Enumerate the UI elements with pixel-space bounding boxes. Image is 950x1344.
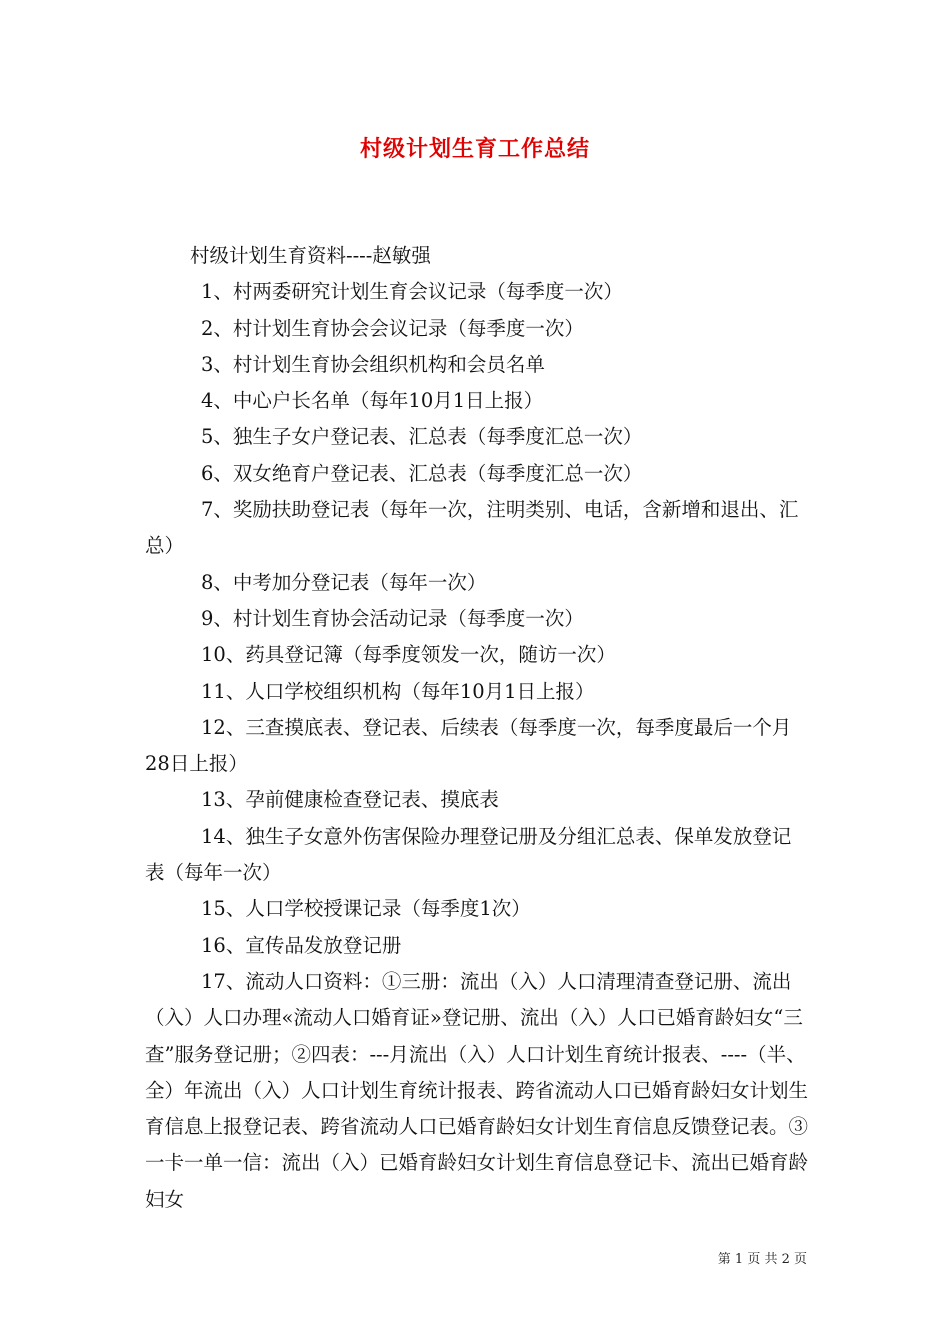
list-item: 2、村计划生育协会会议记录（每季度一次） — [201, 316, 584, 340]
list-item: 10、药具登记簿（每季度领发一次，随访一次） — [201, 643, 616, 667]
list-item: 3、村计划生育协会组织机构和会员名单 — [201, 352, 545, 376]
list-item: 15、人口学校授课记录（每季度1次） — [201, 897, 531, 921]
list-item: 16、宣传品发放登记册 — [201, 933, 402, 957]
list-item: 17、流动人口资料：①三册：流出（入）人口清理清查登记册、流出（入）人口办理«流动人口婚育证»登记册、流出（入）人口已婚育龄妇女“三查”服务登记册；②四表：---月流出（入）人口计划生育统计报表、----（半、全）年流出（入）人口计划生育统计报表、跨省流动人口已婚育龄妇女计划生育信息上报登记表、跨省流动人口已婚育龄妇女计划生育信息反馈登记表。③一卡一单一信：流出（入）已婚育龄妇女计划生育信息登记卡、流出已婚育龄妇女 — [145, 969, 809, 1211]
list-item: 1、村两委研究计划生育会议记录（每季度一次） — [201, 280, 623, 304]
list-item: 12、三查摸底表、登记表、后续表（每季度一次，每季度最后一个月28日上报） — [145, 715, 792, 776]
list-item: 7、奖励扶助登记表（每年一次，注明类别、电话，含新增和退出、汇总） — [145, 498, 799, 558]
list-item: 9、村计划生育协会活动记录（每季度一次） — [201, 606, 584, 630]
list-item: 6、双女绝育户登记表、汇总表（每季度汇总一次） — [201, 461, 643, 485]
document-body — [145, 238, 810, 1218]
list-item: 14、独生子女意外伤害保险办理登记册及分组汇总表、保单发放登记表（每年一次） — [145, 824, 792, 885]
list-item: 8、中考加分登记表（每年一次） — [201, 570, 487, 594]
list-item: 4、中心户长名单（每年10月1日上报） — [201, 389, 544, 413]
list-item: 13、孕前健康检查登记表、摸底表 — [201, 788, 499, 812]
page-number: 第 1 页 共 2 页 — [717, 1252, 807, 1267]
document-title: 村级计划生育工作总结 — [359, 136, 590, 162]
list-item: 11、人口学校组织机构（每年10月1日上报） — [201, 679, 595, 703]
intro-paragraph: 村级计划生育资料----赵敏强 — [190, 244, 431, 267]
list-item: 5、独生子女户登记表、汇总表（每季度汇总一次） — [201, 425, 643, 449]
